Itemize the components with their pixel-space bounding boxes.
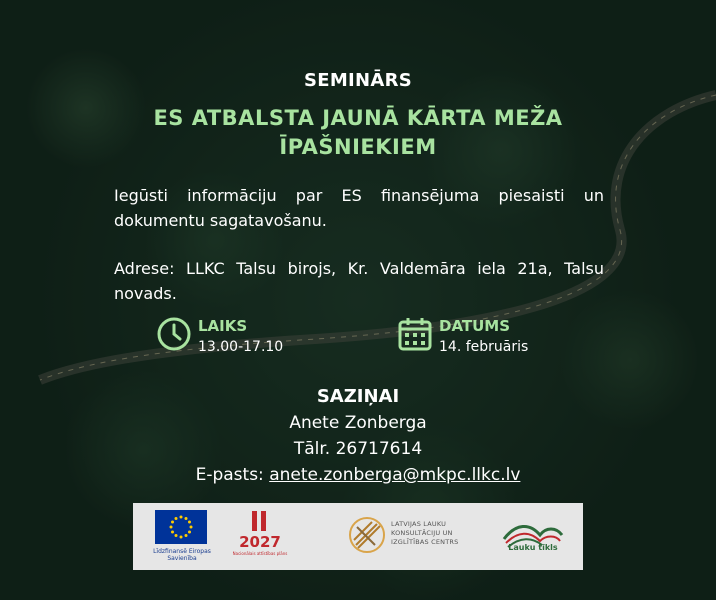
contact-name: Anete Zonberga — [289, 413, 427, 433]
contact-heading: SAZIŅAI — [316, 386, 400, 407]
sponsor-logos-bar — [133, 503, 583, 570]
llkc-emblem-icon — [347, 515, 387, 555]
eu-stars-icon — [155, 510, 207, 544]
eu-flag-logo — [155, 510, 207, 544]
email-link[interactable]: anete.zonberga@mkpc.llkc.lv — [269, 465, 521, 485]
event-title: ES ATBALSTA JAUNĀ KĀRTA MEŽA ĪPAŠNIEKIEM — [153, 106, 563, 159]
nap-caption: Nacionālais attīstības plāns — [232, 551, 288, 556]
clock-icon — [156, 316, 192, 352]
nap-bars-icon — [232, 509, 288, 565]
date-label: DATUMS — [439, 317, 511, 335]
email-prefix: E-pasts: — [195, 465, 264, 485]
event-address: Adrese: LLKC Talsu birojs, Kr. Valdemāra iela 21a, Talsu novads. — [114, 259, 604, 303]
time-block — [156, 316, 283, 358]
event-type: SEMINĀRS — [303, 70, 413, 91]
contact-phone: Tālr. 26717614 — [293, 439, 423, 459]
lauku-tikls-caption: Lauku tīkls — [508, 543, 558, 552]
contact-email-line — [0, 462, 716, 488]
date-value: 14. februāris — [439, 339, 529, 355]
llkc-caption: LATVIJAS LAUKU KONSULTĀCIJU UN IZGLĪTĪBAS CENTRS — [391, 520, 459, 546]
contact-block — [0, 384, 716, 488]
event-description: Iegūsti informāciju par ES finansējuma piesaisti un dokumentu sagatavošanu. — [114, 186, 604, 230]
eu-caption: Līdzfinansē Eiropas Savienība — [153, 548, 211, 562]
time-label: LAIKS — [198, 317, 248, 335]
nap-2027-logo — [232, 509, 288, 565]
date-block — [397, 316, 528, 358]
nap-number: 2027 — [239, 533, 281, 551]
time-value: 13.00-17.10 — [198, 339, 284, 355]
calendar-icon — [397, 316, 433, 352]
